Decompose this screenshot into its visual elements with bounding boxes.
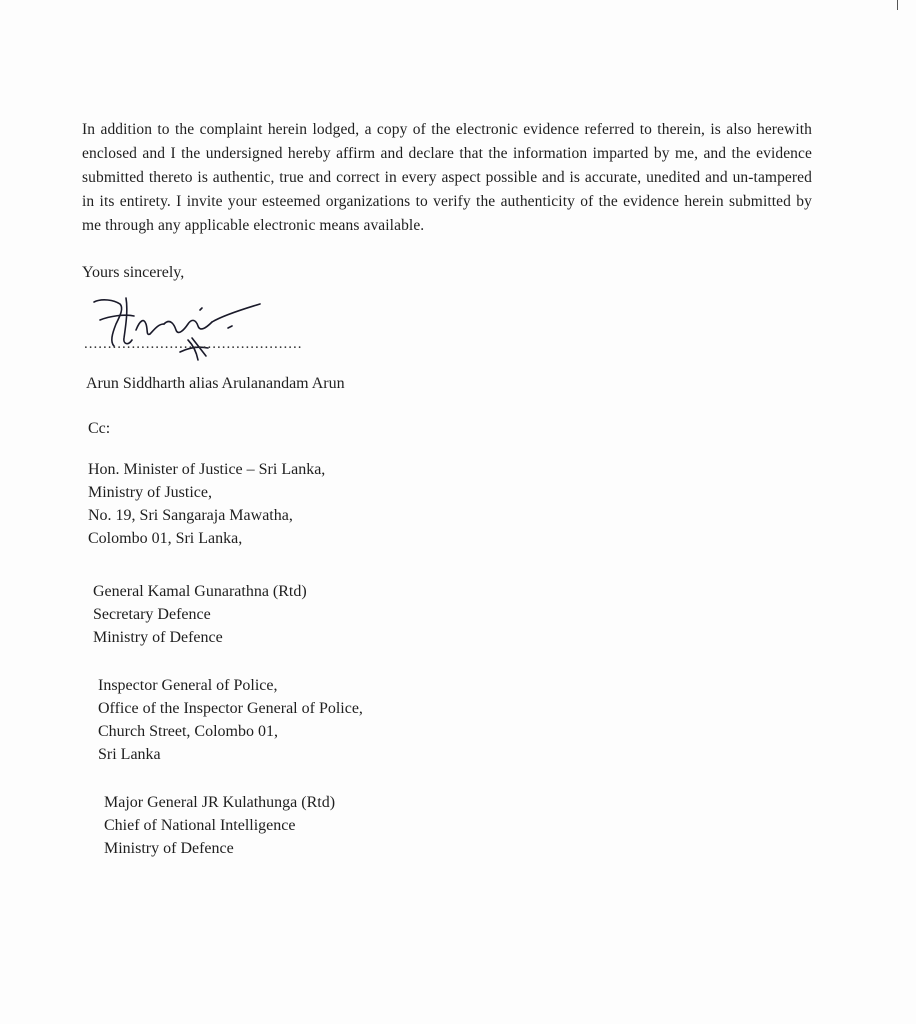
address-line: Ministry of Defence	[93, 629, 223, 646]
handwritten-signature	[80, 290, 300, 366]
address-line: Church Street, Colombo 01,	[98, 723, 278, 740]
cc-recipient-inspector-general	[98, 674, 363, 766]
cc-recipient-defence-secretary	[93, 580, 307, 649]
cc-recipient-national-intelligence	[104, 791, 335, 860]
body-paragraph: In addition to the complaint herein lodged, a copy of the electronic evidence referred to therein, is also herewith enclosed and I the undersigned hereby affirm and declare that the information imparted by me, and the evidence submitted thereto is authentic, true and correct in every aspect possible and is accurate, unedited and un-tampered in its entirety. I invite your esteemed organizations to verify the authenticity of the evidence herein submitted by me through any applicable electronic means available.	[82, 120, 812, 234]
signatory-name: Arun Siddharth alias Arulanandam Arun	[86, 375, 345, 392]
address-line: Hon. Minister of Justice – Sri Lanka,	[88, 461, 326, 478]
cc-label: Cc:	[88, 420, 111, 437]
closing-salutation: Yours sincerely,	[82, 264, 185, 281]
cc-recipient-justice-minister	[88, 458, 325, 550]
address-line: Ministry of Defence	[104, 840, 234, 857]
page-edge-mark	[897, 0, 898, 10]
address-line: Inspector General of Police,	[98, 677, 278, 694]
address-line: Colombo 01, Sri Lanka,	[88, 530, 243, 547]
address-line: Secretary Defence	[93, 606, 211, 623]
signature-line: ..............................................	[84, 336, 303, 352]
address-line: Ministry of Justice,	[88, 484, 212, 501]
address-line: Sri Lanka	[98, 746, 161, 763]
address-line: General Kamal Gunarathna (Rtd)	[93, 583, 307, 600]
address-line: Chief of National Intelligence	[104, 817, 296, 834]
address-line: Major General JR Kulathunga (Rtd)	[104, 794, 336, 811]
address-line: No. 19, Sri Sangaraja Mawatha,	[88, 507, 293, 524]
address-line: Office of the Inspector General of Police,	[98, 700, 363, 717]
